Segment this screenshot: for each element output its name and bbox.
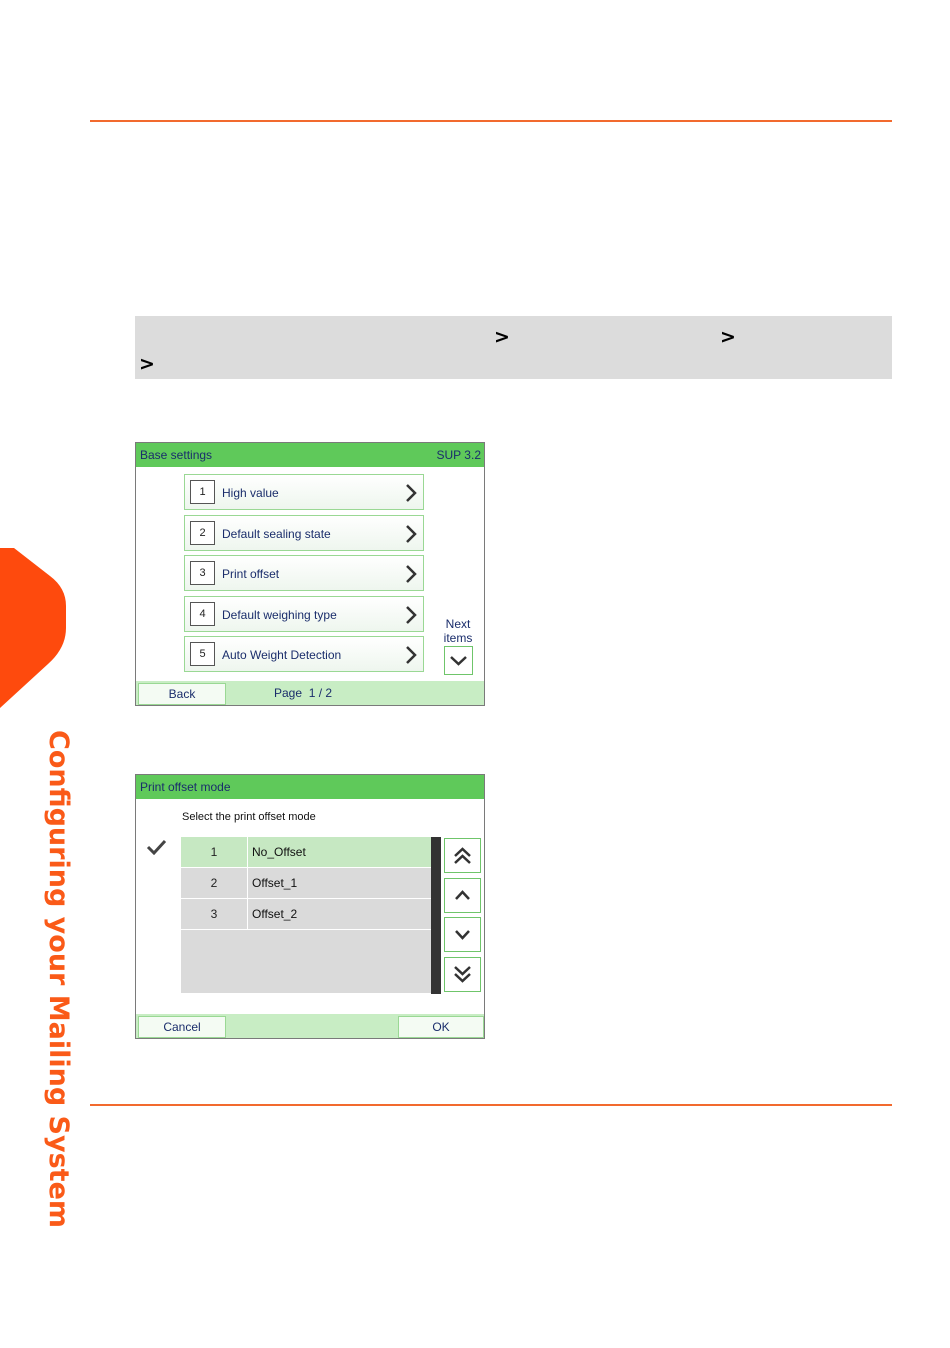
item-number: 3 [190, 561, 215, 585]
chevron-down-icon [445, 647, 472, 674]
chevron-right-icon [405, 645, 417, 665]
item-label: Print offset [222, 567, 280, 581]
item-number: 5 [190, 642, 215, 666]
scroll-top-button[interactable] [444, 838, 481, 873]
screen-code: SUP 3.2 [436, 448, 481, 462]
row-label: Offset_1 [252, 876, 298, 890]
chevron-right-icon [405, 605, 417, 625]
item-label: Default sealing state [222, 527, 331, 541]
offset-mode-list [181, 837, 431, 993]
row-number: 3 [181, 899, 248, 929]
back-button[interactable]: Back [138, 683, 226, 705]
menu-item-print-offset[interactable] [184, 555, 424, 591]
item-label: High value [222, 486, 279, 500]
list-scrollbar[interactable] [431, 837, 441, 994]
item-label: Default weighing type [222, 608, 337, 622]
item-number: 2 [190, 521, 215, 545]
screen-footer [136, 1014, 484, 1038]
navigation-path-bar [135, 316, 892, 379]
screen-header [136, 775, 484, 799]
path-separator-3: > [139, 353, 155, 375]
chevron-up-icon [445, 879, 480, 912]
screen-title: Base settings [140, 448, 213, 462]
screen-footer [136, 681, 484, 705]
screen-header [136, 443, 484, 467]
row-label: No_Offset [252, 845, 306, 859]
ok-button[interactable]: OK [398, 1016, 484, 1038]
list-item[interactable] [181, 868, 431, 899]
row-number: 2 [181, 868, 248, 898]
page-label: Page [274, 686, 303, 700]
chapter-title: Configuring your Mailing System [43, 730, 74, 1229]
next-items-button[interactable] [444, 646, 473, 675]
menu-item-default-sealing-state[interactable] [184, 515, 424, 551]
scroll-down-button[interactable] [444, 917, 481, 952]
item-number: 1 [190, 480, 215, 504]
path-separator-1: > [494, 326, 510, 348]
menu-item-default-weighing-type[interactable] [184, 596, 424, 632]
print-offset-mode-screen [135, 774, 485, 1039]
bottom-divider [90, 1104, 892, 1106]
chevron-down-icon [445, 918, 480, 951]
row-number: 1 [181, 837, 248, 867]
screen-title: Print offset mode [140, 780, 231, 794]
path-separator-2: > [720, 326, 736, 348]
item-number: 4 [190, 602, 215, 626]
top-divider [90, 120, 892, 122]
page-indicator [274, 686, 332, 700]
base-settings-screen [135, 442, 485, 706]
scroll-up-button[interactable] [444, 878, 481, 913]
list-item[interactable] [181, 837, 431, 868]
next-label-line2: items [443, 631, 473, 645]
cancel-button[interactable]: Cancel [138, 1016, 226, 1038]
menu-item-high-value[interactable] [184, 474, 424, 510]
chapter-tab [0, 548, 66, 710]
list-item[interactable] [181, 899, 431, 930]
chevron-right-icon [405, 564, 417, 584]
checkmark-icon [146, 839, 166, 855]
page-value: 1 / 2 [308, 686, 333, 700]
menu-item-auto-weight-detection[interactable] [184, 636, 424, 672]
scroll-bottom-button[interactable] [444, 957, 481, 992]
chevron-right-icon [405, 524, 417, 544]
next-label-line1: Next [445, 617, 471, 631]
screen-prompt: Select the print offset mode [182, 811, 316, 823]
double-chevron-up-icon [445, 839, 480, 872]
row-label: Offset_2 [252, 907, 298, 921]
item-label: Auto Weight Detection [222, 648, 342, 662]
double-chevron-down-icon [445, 958, 480, 991]
chevron-right-icon [405, 483, 417, 503]
next-items-label [438, 617, 478, 645]
